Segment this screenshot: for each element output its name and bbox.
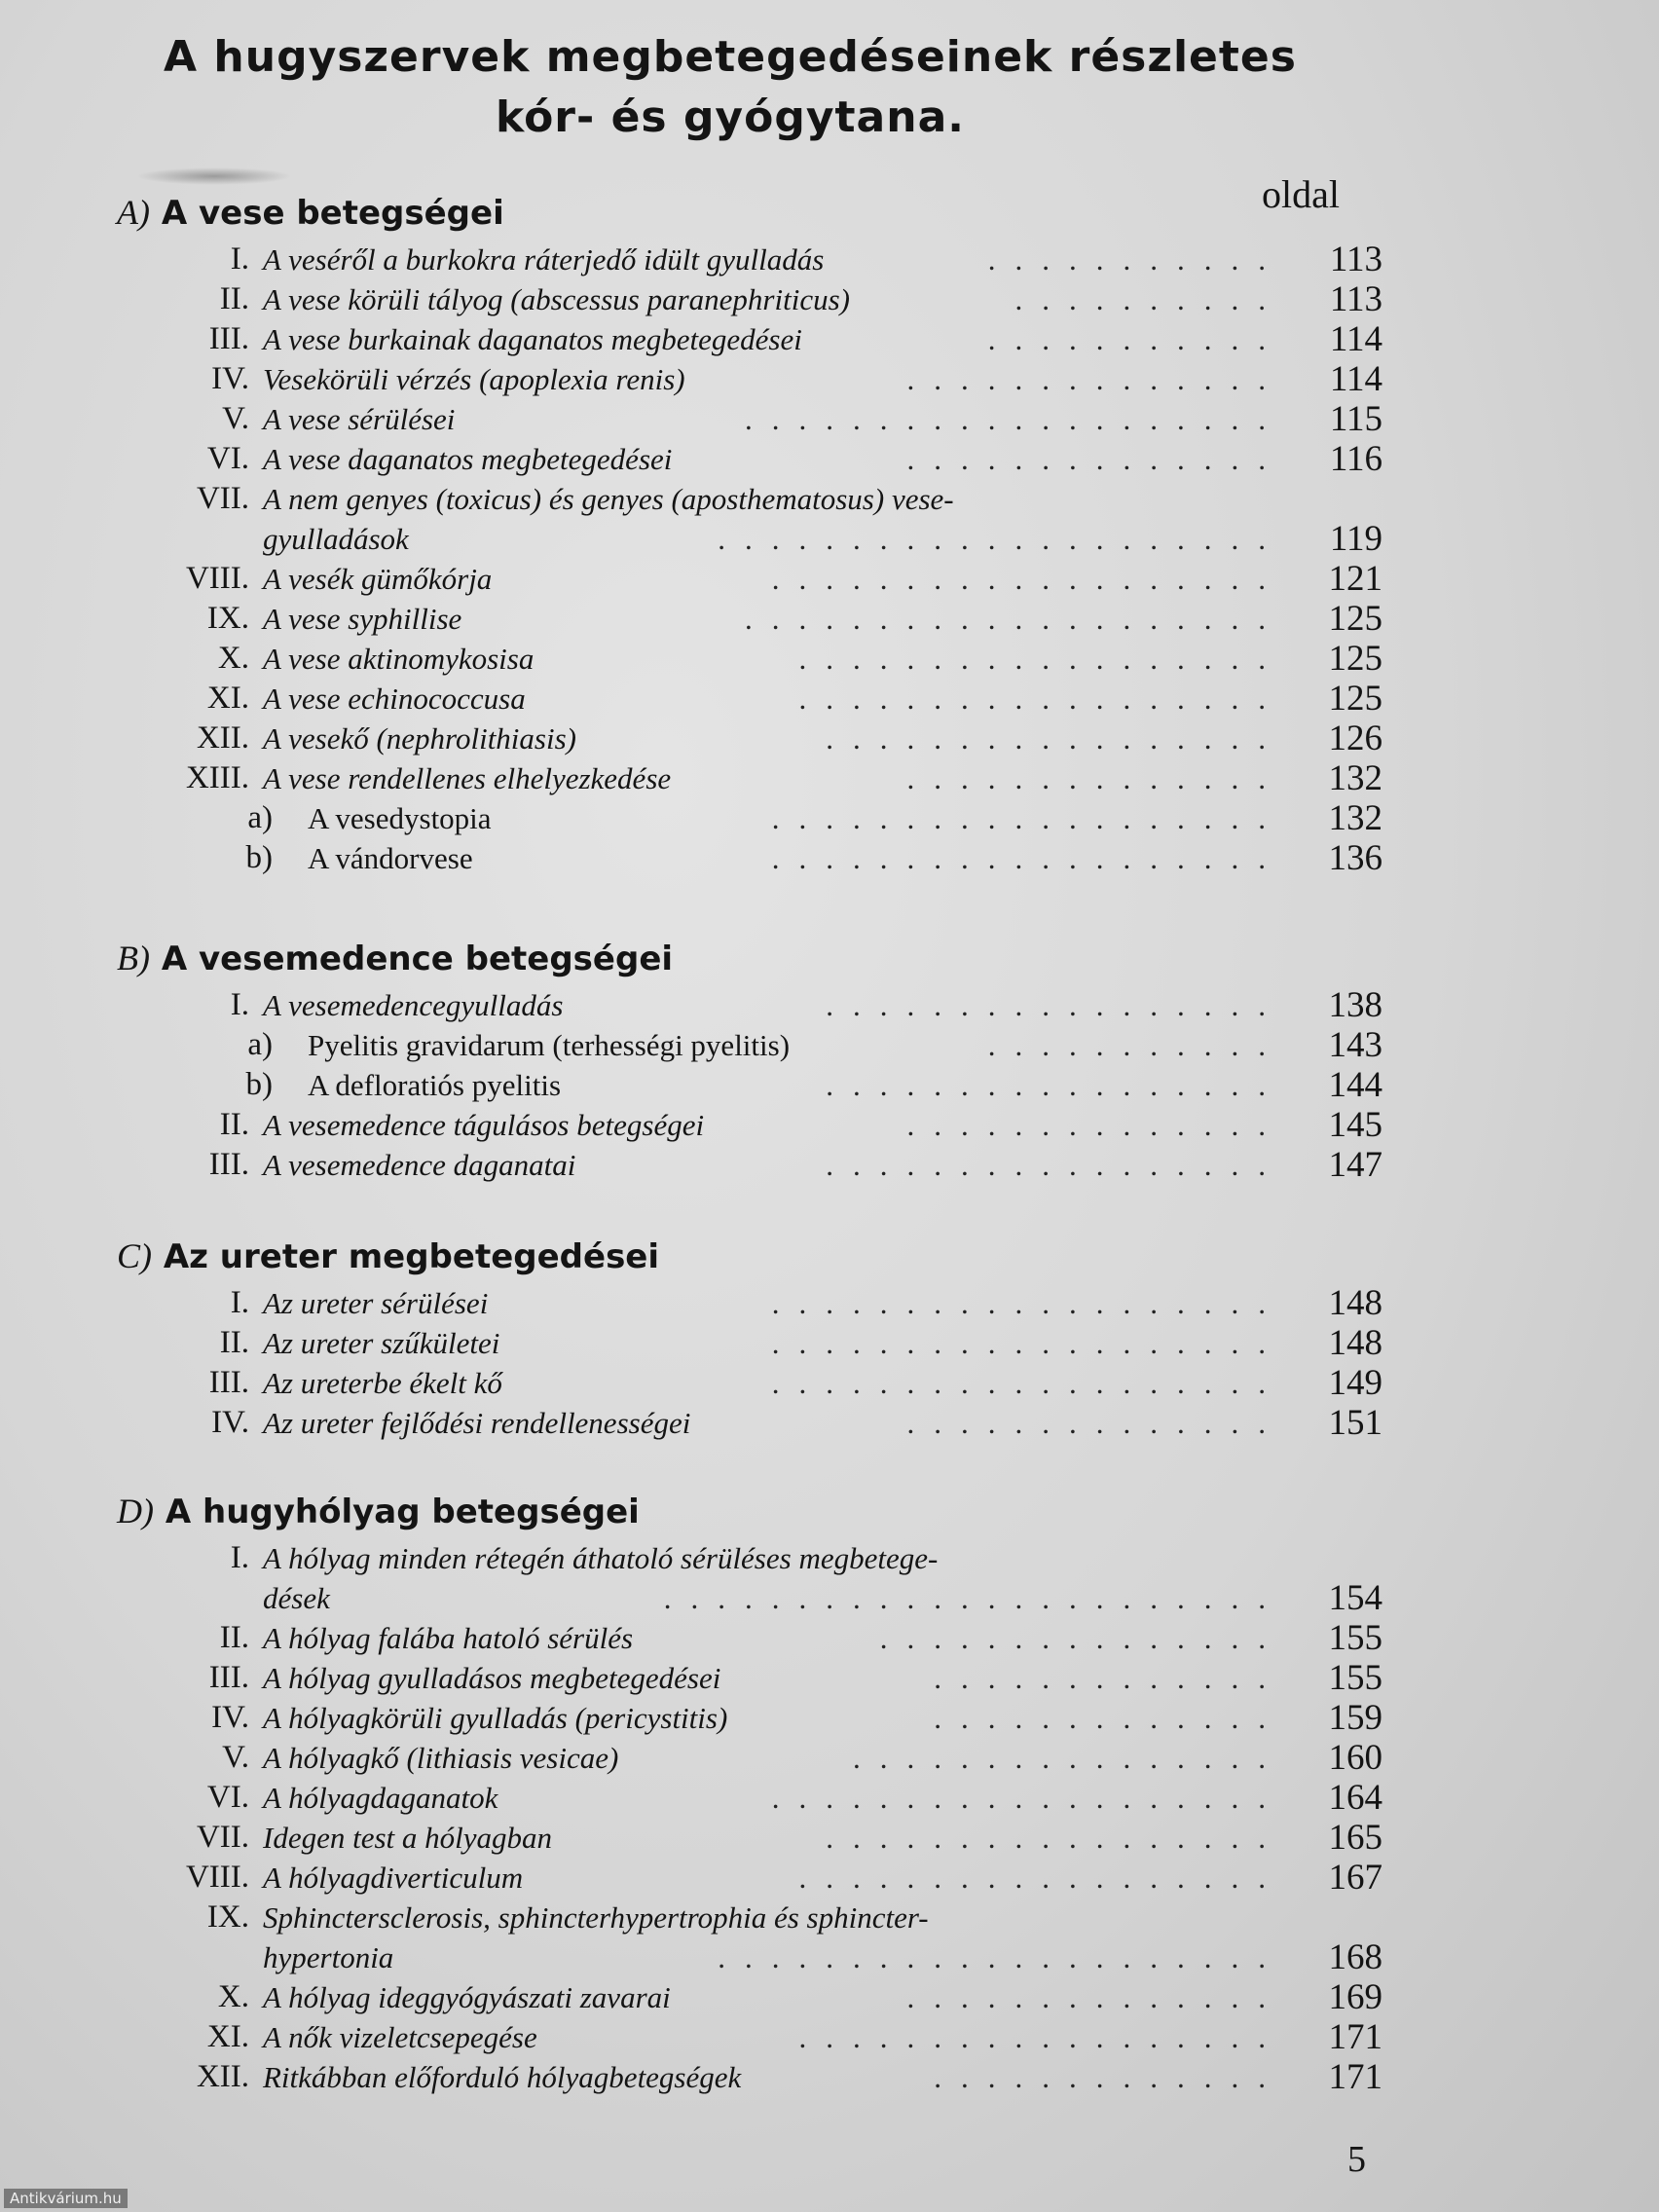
- dot-leader: .......................: [663, 1581, 1285, 1615]
- toc-entry[interactable]: [117, 679, 1382, 719]
- toc-entry[interactable]: [117, 1658, 1382, 1698]
- entry-title: gyulladások: [263, 522, 409, 556]
- entry-number: V.: [222, 1740, 249, 1775]
- entry-number: IV.: [211, 1405, 249, 1440]
- entry-title: A hólyag falába hatoló sérülés: [263, 1621, 634, 1655]
- entry-page-number: 114: [1329, 319, 1382, 359]
- entry-number: IV.: [211, 1700, 249, 1735]
- entry-page-number: 155: [1328, 1618, 1382, 1658]
- section-letter: A): [117, 193, 150, 232]
- toc-entry[interactable]: [117, 599, 1382, 639]
- toc-entry[interactable]: [117, 1618, 1382, 1658]
- entry-page-number: 113: [1329, 240, 1382, 279]
- toc-entry[interactable]: [117, 1778, 1382, 1818]
- section-title: A hugyhólyag betegségei: [165, 1493, 640, 1531]
- entry-number: XI.: [206, 681, 249, 716]
- toc-entry[interactable]: [117, 359, 1382, 399]
- dot-leader: ..............: [906, 1406, 1285, 1440]
- toc-entry[interactable]: [117, 279, 1382, 319]
- dot-leader: .....................: [718, 1940, 1285, 1974]
- toc-entry[interactable]: [117, 639, 1382, 679]
- toc-entry[interactable]: [117, 519, 1382, 559]
- entry-page-number: 160: [1328, 1738, 1382, 1778]
- entry-title: Az ureter fejlődési rendellenességei: [263, 1406, 691, 1440]
- entry-title: A nők vizeletcsepegése: [263, 2020, 537, 2054]
- entry-number: III.: [208, 1660, 249, 1695]
- section-letter: B): [117, 939, 150, 977]
- entry-title: A hólyagkörüli gyulladás (pericystitis): [263, 1701, 728, 1735]
- entry-number: XII.: [196, 720, 249, 756]
- entry-number: VII.: [196, 1820, 249, 1855]
- entry-number: IV.: [211, 361, 249, 396]
- entry-title: Idegen test a hólyagban: [263, 1821, 553, 1855]
- entry-title: Az ureterbe ékelt kő: [263, 1366, 502, 1400]
- entry-number: II.: [219, 1620, 249, 1655]
- entry-page-number: 168: [1328, 1937, 1382, 1977]
- entry-number: I.: [230, 241, 249, 276]
- entry-title: Pyelitis gravidarum (terhességi pyelitis): [308, 1028, 791, 1062]
- toc-entry[interactable]: [117, 1738, 1382, 1778]
- entry-title: A hólyagdaganatok: [263, 1781, 498, 1815]
- entry-number: V.: [222, 401, 249, 436]
- toc-entry[interactable]: [117, 559, 1382, 599]
- section-heading: [117, 1484, 1382, 1538]
- toc-entry[interactable]: [117, 1937, 1382, 1977]
- toc-entry[interactable]: [117, 1283, 1382, 1323]
- dot-leader: ...................: [771, 801, 1285, 835]
- entry-number: a): [247, 800, 273, 835]
- entry-page-number: 154: [1328, 1578, 1382, 1618]
- entry-title: A vesemedence tágulásos betegségei: [263, 1108, 705, 1142]
- entry-page-number: 147: [1328, 1145, 1382, 1185]
- entry-page-number: 116: [1329, 439, 1382, 479]
- section-title: Az ureter megbetegedései: [163, 1237, 660, 1276]
- entry-title: A hólyag ideggyógyászati zavarai: [263, 1980, 671, 2014]
- dot-leader: ..................: [798, 682, 1285, 716]
- entry-page-number: 151: [1328, 1403, 1382, 1443]
- dot-leader: .................: [826, 988, 1285, 1022]
- entry-title: Ritkábban előforduló hólyagbetegségek: [263, 2060, 742, 2094]
- entry-number: XI.: [206, 2019, 249, 2054]
- dot-leader: ...........: [987, 322, 1285, 356]
- entry-title: A vese aktinomykosisa: [263, 642, 535, 676]
- entry-page-number: 132: [1328, 758, 1382, 798]
- dot-leader: ..............: [906, 761, 1285, 795]
- entry-title: hypertonia: [263, 1940, 394, 1974]
- entry-title: A vese syphillise: [263, 602, 462, 636]
- section-title: A vese betegségei: [161, 194, 504, 233]
- dot-leader: .................: [826, 1821, 1285, 1855]
- dot-leader: .............: [934, 1661, 1285, 1695]
- entry-number: I.: [230, 987, 249, 1022]
- dot-leader: ..................: [798, 642, 1285, 676]
- entry-number: b): [245, 1067, 273, 1102]
- entry-number: II.: [219, 1325, 249, 1360]
- entry-number: VIII.: [185, 561, 249, 596]
- entry-title: Az ureter sérülései: [263, 1286, 489, 1320]
- entry-number: I.: [230, 1540, 249, 1575]
- toc-entry[interactable]: [117, 399, 1382, 439]
- entry-title: A vese sérülései: [263, 402, 456, 436]
- entry-number: XIII.: [185, 760, 249, 795]
- toc-entry[interactable]: [117, 1363, 1382, 1403]
- toc-entry[interactable]: [117, 838, 1382, 878]
- entry-title: Vesekörüli vérzés (apoplexia renis): [263, 362, 685, 396]
- entry-title: A hólyag minden rétegén áthatoló sérüléses megbetege-: [263, 1541, 939, 1575]
- entry-page-number: 148: [1328, 1323, 1382, 1363]
- entry-page-number: 125: [1328, 639, 1382, 679]
- dot-leader: ...................: [771, 1286, 1285, 1320]
- entry-page-number: 171: [1328, 2017, 1382, 2057]
- section-title: A vesemedence betegségei: [161, 940, 674, 978]
- toc-section: [117, 1484, 1382, 2097]
- entry-page-number: 114: [1329, 359, 1382, 399]
- dot-leader: .................: [826, 1068, 1285, 1102]
- entry-title: A hólyag gyulladásos megbetegedései: [263, 1661, 721, 1695]
- toc-entry[interactable]: [117, 1818, 1382, 1858]
- toc-entry[interactable]: [117, 1105, 1382, 1145]
- toc-entry[interactable]: [117, 1145, 1382, 1185]
- ink-smudge: [136, 167, 292, 185]
- entry-number: IX.: [206, 601, 249, 636]
- section-letter: D): [117, 1492, 154, 1530]
- entry-page-number: 165: [1328, 1818, 1382, 1858]
- dot-leader: ..............: [906, 442, 1285, 476]
- dot-leader: .................: [826, 1148, 1285, 1182]
- toc-entry[interactable]: [117, 1698, 1382, 1738]
- entry-number: IX.: [206, 1899, 249, 1935]
- entry-page-number: 126: [1328, 719, 1382, 758]
- toc-entry[interactable]: [117, 439, 1382, 479]
- entry-number: a): [247, 1027, 273, 1062]
- entry-page-number: 167: [1328, 1858, 1382, 1898]
- entry-title: A vese echinococcusa: [263, 682, 526, 716]
- entry-page-number: 115: [1329, 399, 1382, 439]
- entry-page-number: 132: [1328, 798, 1382, 838]
- entry-title: A vese rendellenes elhelyezkedése: [263, 761, 672, 795]
- dot-leader: .............: [934, 1701, 1285, 1735]
- dot-leader: ...........: [987, 242, 1285, 276]
- entry-page-number: 164: [1328, 1778, 1382, 1818]
- toc-entry[interactable]: [117, 319, 1382, 359]
- dot-leader: ....................: [745, 602, 1285, 636]
- toc-entry[interactable]: [117, 1538, 1382, 1578]
- toc-section: [117, 931, 1382, 1185]
- dot-leader: ...............: [879, 1621, 1285, 1655]
- toc-entry[interactable]: [117, 985, 1382, 1025]
- entry-page-number: 171: [1328, 2057, 1382, 2097]
- dot-leader: ...........: [987, 1028, 1285, 1062]
- entry-page-number: 125: [1328, 599, 1382, 639]
- entry-page-number: 143: [1328, 1025, 1382, 1065]
- dot-leader: ..................: [798, 2020, 1285, 2054]
- entry-page-number: 155: [1328, 1658, 1382, 1698]
- entry-page-number: 149: [1328, 1363, 1382, 1403]
- entry-number: VI.: [206, 1780, 249, 1815]
- entry-number: II.: [219, 1107, 249, 1142]
- dot-leader: .............: [934, 2060, 1285, 2094]
- section-heading: [117, 1229, 1382, 1283]
- toc-entry[interactable]: [117, 479, 1382, 519]
- entry-title: A vesék gümőkórja: [263, 562, 493, 596]
- entry-title: Az ureter szűkületei: [263, 1326, 500, 1360]
- entry-number: II.: [219, 281, 249, 316]
- dot-leader: ..............: [906, 1108, 1285, 1142]
- entry-number: III.: [208, 1147, 249, 1182]
- toc-section: [117, 1229, 1382, 1443]
- entry-title: A vándorvese: [308, 841, 473, 875]
- toc-entry[interactable]: [117, 719, 1382, 758]
- entry-number: X.: [217, 641, 249, 676]
- section-heading: [117, 185, 1382, 240]
- entry-number: VII.: [196, 481, 249, 516]
- toc-entry[interactable]: [117, 798, 1382, 838]
- title-line-2: kór- és gyógytana.: [496, 92, 965, 142]
- dot-leader: ..................: [798, 1861, 1285, 1895]
- dot-leader: ...................: [771, 1781, 1285, 1815]
- entry-page-number: 144: [1328, 1065, 1382, 1105]
- dot-leader: ....................: [745, 402, 1285, 436]
- section-heading: [117, 931, 1382, 985]
- entry-number: VI.: [206, 441, 249, 476]
- dot-leader: ...................: [771, 841, 1285, 875]
- dot-leader: .....................: [718, 522, 1285, 556]
- entry-title: A veséről a burkokra ráterjedő idült gyulladás: [263, 242, 825, 276]
- entry-number: b): [245, 840, 273, 875]
- dot-leader: ..............: [906, 1980, 1285, 2014]
- entry-title: A vesemedence daganatai: [263, 1148, 576, 1182]
- entry-title: Sphinctersclerosis, sphincterhypertrophia és sphincter-: [263, 1900, 929, 1935]
- dot-leader: .................: [826, 721, 1285, 756]
- toc-section: [117, 185, 1382, 878]
- toc-entry[interactable]: [117, 2017, 1382, 2057]
- toc-entry[interactable]: [117, 1858, 1382, 1898]
- entry-title: A hólyagkő (lithiasis vesicae): [263, 1741, 619, 1775]
- toc-entry[interactable]: [117, 758, 1382, 798]
- page-title: [0, 27, 1460, 148]
- entry-number: III.: [208, 1365, 249, 1400]
- entry-title: A hólyagdiverticulum: [263, 1861, 524, 1895]
- dot-leader: ...................: [771, 1366, 1285, 1400]
- dot-leader: ..........: [1014, 282, 1285, 316]
- entry-number: X.: [217, 1979, 249, 2014]
- entry-number: III.: [208, 321, 249, 356]
- dot-leader: ..............: [906, 362, 1285, 396]
- toc-entry[interactable]: [117, 2057, 1382, 2097]
- toc-entry[interactable]: [117, 1323, 1382, 1363]
- toc-entry[interactable]: [117, 240, 1382, 279]
- dot-leader: ................: [853, 1741, 1285, 1775]
- toc-entry[interactable]: [117, 1898, 1382, 1937]
- entry-page-number: 136: [1328, 838, 1382, 878]
- entry-page-number: 125: [1328, 679, 1382, 719]
- toc-entry[interactable]: [117, 1065, 1382, 1105]
- entry-page-number: 169: [1328, 1977, 1382, 2017]
- page-number: 5: [1347, 2139, 1366, 2180]
- toc-entry[interactable]: [117, 1578, 1382, 1618]
- toc-entry[interactable]: [117, 1977, 1382, 2017]
- entry-number: I.: [230, 1285, 249, 1320]
- dot-leader: ...................: [771, 1326, 1285, 1360]
- entry-page-number: 148: [1328, 1283, 1382, 1323]
- entry-number: VIII.: [185, 1860, 249, 1895]
- watermark: Antikvárium.hu: [4, 2189, 128, 2208]
- entry-title: dések: [263, 1581, 330, 1615]
- entry-page-number: 113: [1329, 279, 1382, 319]
- toc-entry[interactable]: [117, 1403, 1382, 1443]
- section-letter: C): [117, 1236, 152, 1275]
- entry-title: A nem genyes (toxicus) és genyes (aposthematosus) vese-: [263, 482, 954, 516]
- entry-title: A vesemedencegyulladás: [263, 988, 564, 1022]
- title-line-1: A hugyszervek megbetegedéseinek részletes: [164, 32, 1297, 82]
- dot-leader: ...................: [771, 562, 1285, 596]
- entry-page-number: 145: [1328, 1105, 1382, 1145]
- entry-title: A vesekő (nephrolithiasis): [263, 721, 576, 756]
- entry-title: A vesedystopia: [308, 801, 492, 835]
- entry-title: A defloratiós pyelitis: [308, 1068, 562, 1102]
- entry-title: A vese burkainak daganatos megbetegedései: [263, 322, 802, 356]
- entry-page-number: 121: [1328, 559, 1382, 599]
- toc-entry[interactable]: [117, 1025, 1382, 1065]
- entry-title: A vese körüli tályog (abscessus paranephriticus): [263, 282, 850, 316]
- entry-number: XII.: [196, 2059, 249, 2094]
- entry-page-number: 119: [1329, 519, 1382, 559]
- entry-page-number: 159: [1328, 1698, 1382, 1738]
- entry-page-number: 138: [1328, 985, 1382, 1025]
- entry-title: A vese daganatos megbetegedései: [263, 442, 673, 476]
- page-column-header: oldal: [1262, 172, 1340, 216]
